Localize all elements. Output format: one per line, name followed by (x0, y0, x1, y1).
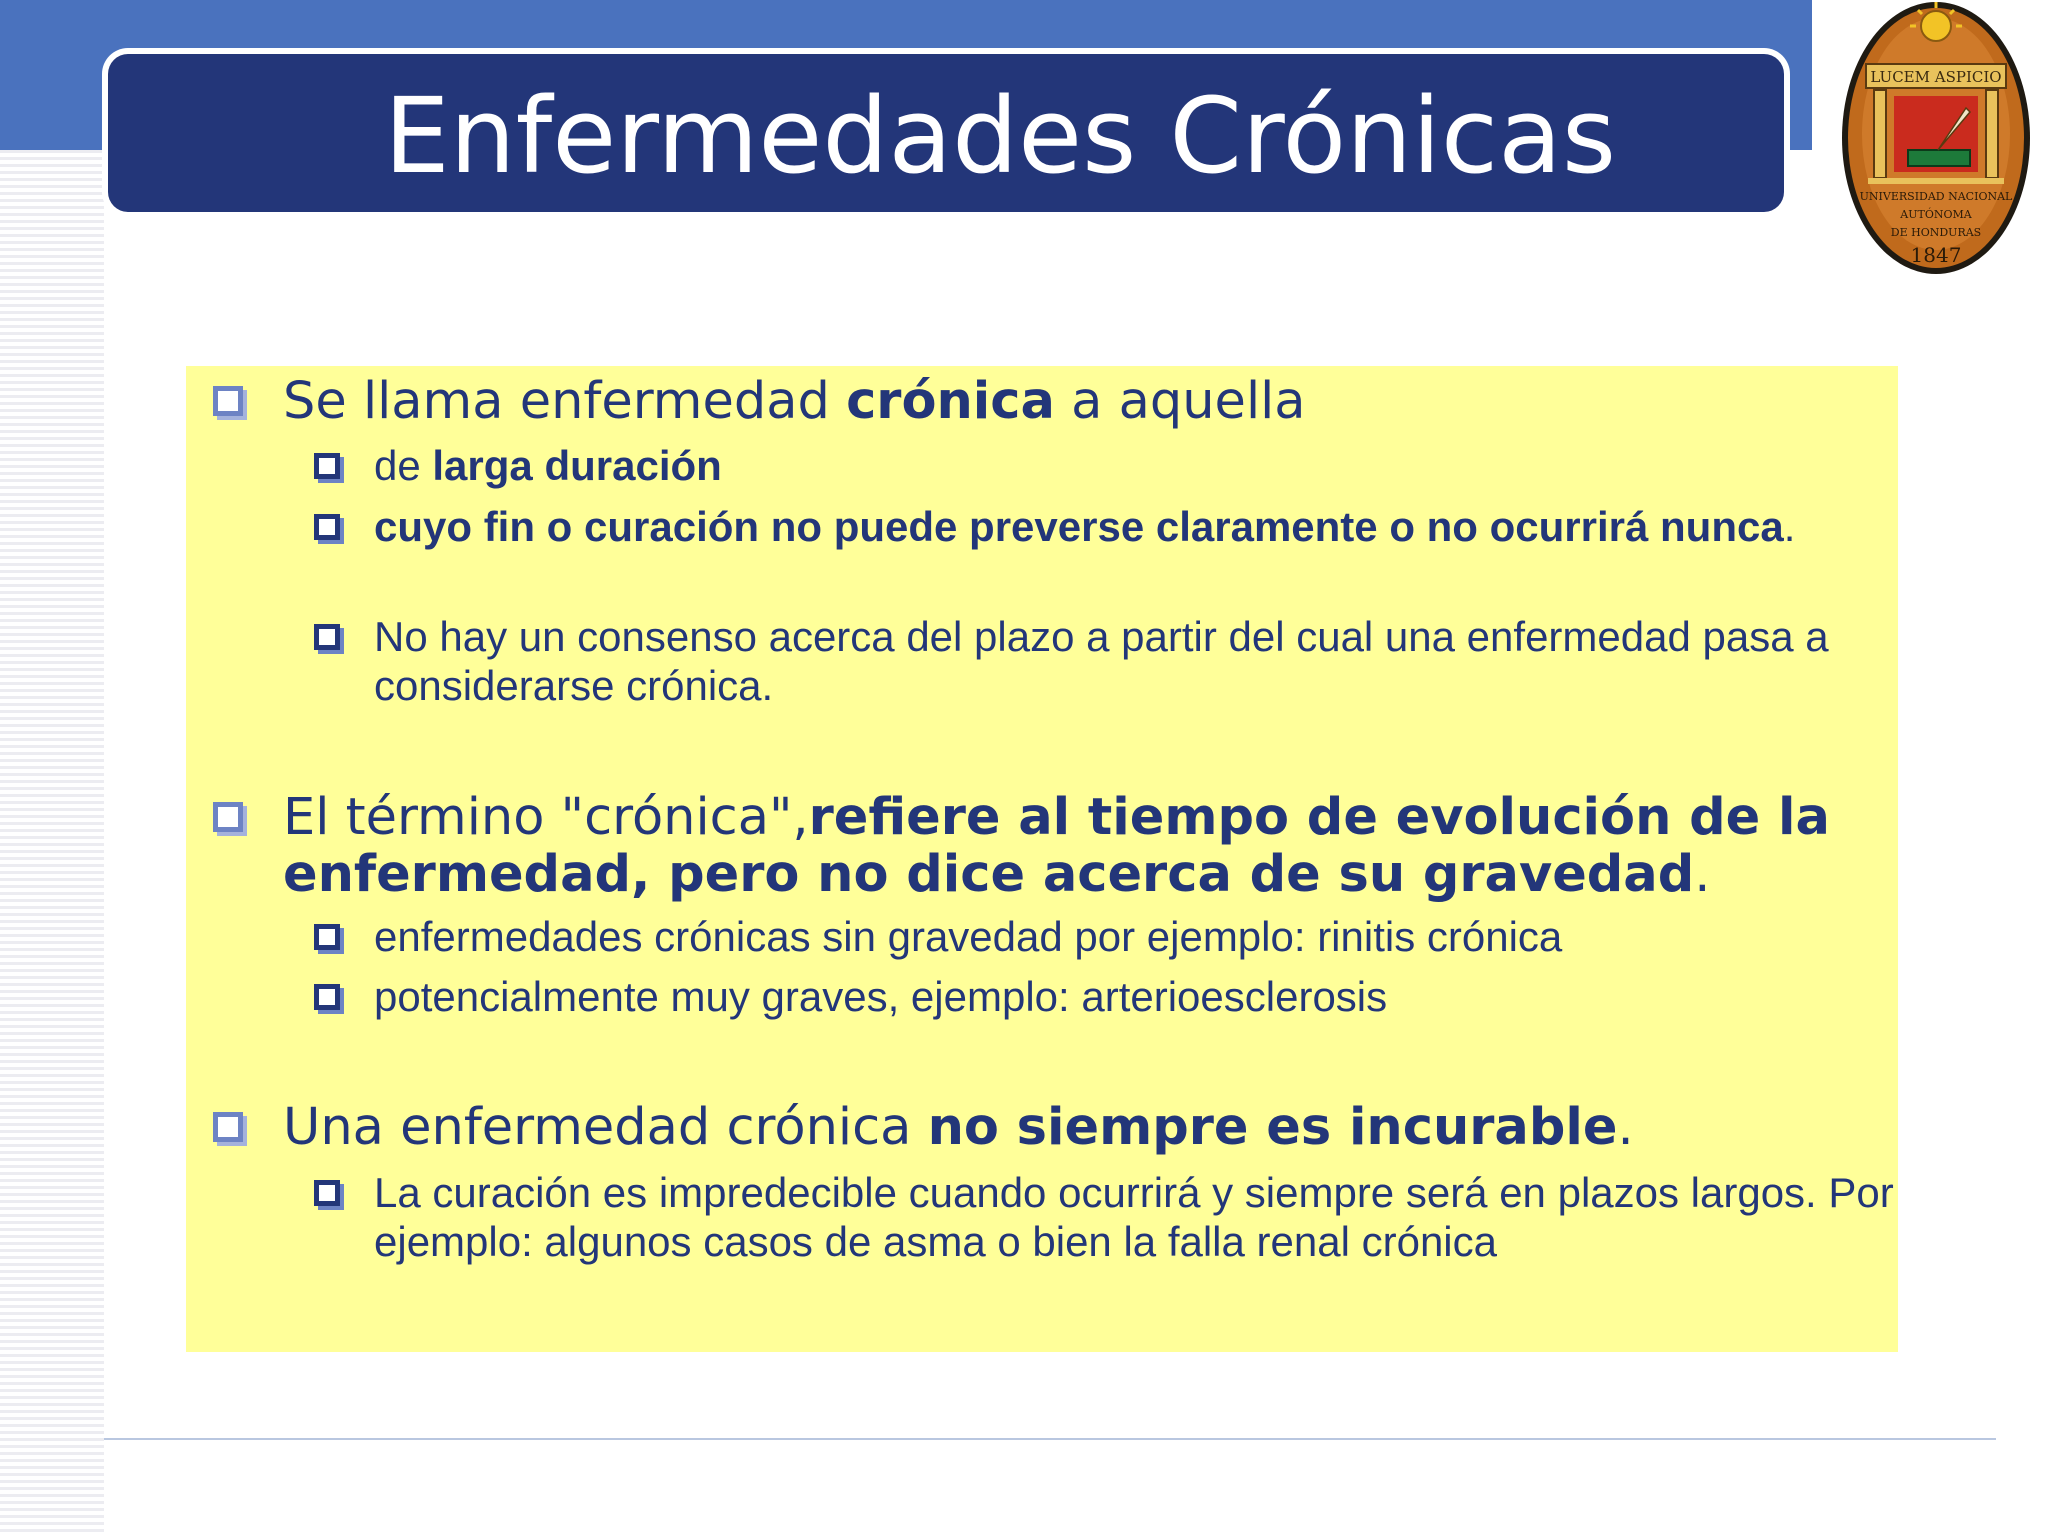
seal-line-1: UNIVERSIDAD NACIONAL (1859, 190, 2013, 203)
sub-bullet-item-1-3 (374, 612, 1894, 710)
sub-bullet-item-1-2 (374, 502, 1894, 551)
seal-line-3: DE HONDURAS (1890, 226, 1982, 239)
checkbox-bullet-icon (314, 624, 340, 650)
sub-bullet-item-2-2 (374, 972, 1894, 1021)
checkbox-bullet-icon (213, 802, 243, 832)
bullet-text-post: . (1617, 1098, 1634, 1157)
seal-motto: LUCEM ASPICIO (1870, 68, 2002, 86)
bullet-text: No hay un consenso acerca del plazo a partir del cual una enfermedad pasa a considerarse crónica. (374, 613, 1829, 709)
footer-divider (104, 1438, 1996, 1440)
checkbox-bullet-icon (314, 453, 340, 479)
checkbox-bullet-icon (213, 386, 243, 416)
checkbox-bullet-icon (213, 1112, 243, 1142)
bullet-text-pre: de (374, 442, 433, 489)
checkbox-bullet-icon (314, 924, 340, 950)
bullet-item-3 (283, 1099, 1893, 1156)
bullet-text-bold: cuyo fin o curación no puede preverse claramente o no ocurrirá nunca (374, 503, 1784, 550)
checkbox-bullet-icon (314, 514, 340, 540)
university-seal (1838, 0, 2034, 278)
seal-year: 1847 (1910, 243, 1962, 267)
checkbox-bullet-icon (314, 984, 340, 1010)
checkbox-bullet-icon (314, 1180, 340, 1206)
book-icon (1908, 150, 1970, 166)
bullet-text-post: a aquella (1054, 372, 1306, 431)
left-stripe-decoration (0, 150, 104, 1536)
bullet-text: potencialmente muy graves, ejemplo: arterioesclerosis (374, 973, 1388, 1020)
bullet-text: La curación es impredecible cuando ocurrirá y siempre será en plazos largos. Por ejemplo: algunos casos de asma o bien la falla renal crónica (374, 1169, 1894, 1265)
bullet-text-bold: no siempre es incurable (927, 1098, 1618, 1157)
sub-bullet-item-1-1 (374, 441, 1894, 490)
bullet-text: enfermedades crónicas sin gravedad por ejemplo: rinitis crónica (374, 913, 1563, 960)
bullet-text-bold: crónica (846, 372, 1055, 431)
bullet-text-bold: larga duración (432, 442, 722, 489)
bullet-item-1 (283, 373, 1893, 430)
bullet-text-pre: El término "crónica", (283, 788, 809, 847)
sub-bullet-item-2-1 (374, 912, 1894, 961)
bullet-text-bold: refiere al tiempo de evolución de la enfermedad, pero no dice acerca de su gravedad (283, 788, 1830, 904)
slide-title: Enfermedades Crónicas (383, 75, 1617, 197)
sub-bullet-item-3-1 (374, 1168, 1894, 1266)
bullet-text-pre: Se llama enfermedad (283, 372, 847, 431)
bullet-text-pre: Una enfermedad crónica (283, 1098, 928, 1157)
seal-line-2: AUTÓNOMA (1900, 208, 1972, 221)
bullet-text-post: . (1783, 503, 1796, 550)
bullet-text-post: . (1694, 845, 1711, 904)
bullet-item-2 (283, 789, 1893, 903)
